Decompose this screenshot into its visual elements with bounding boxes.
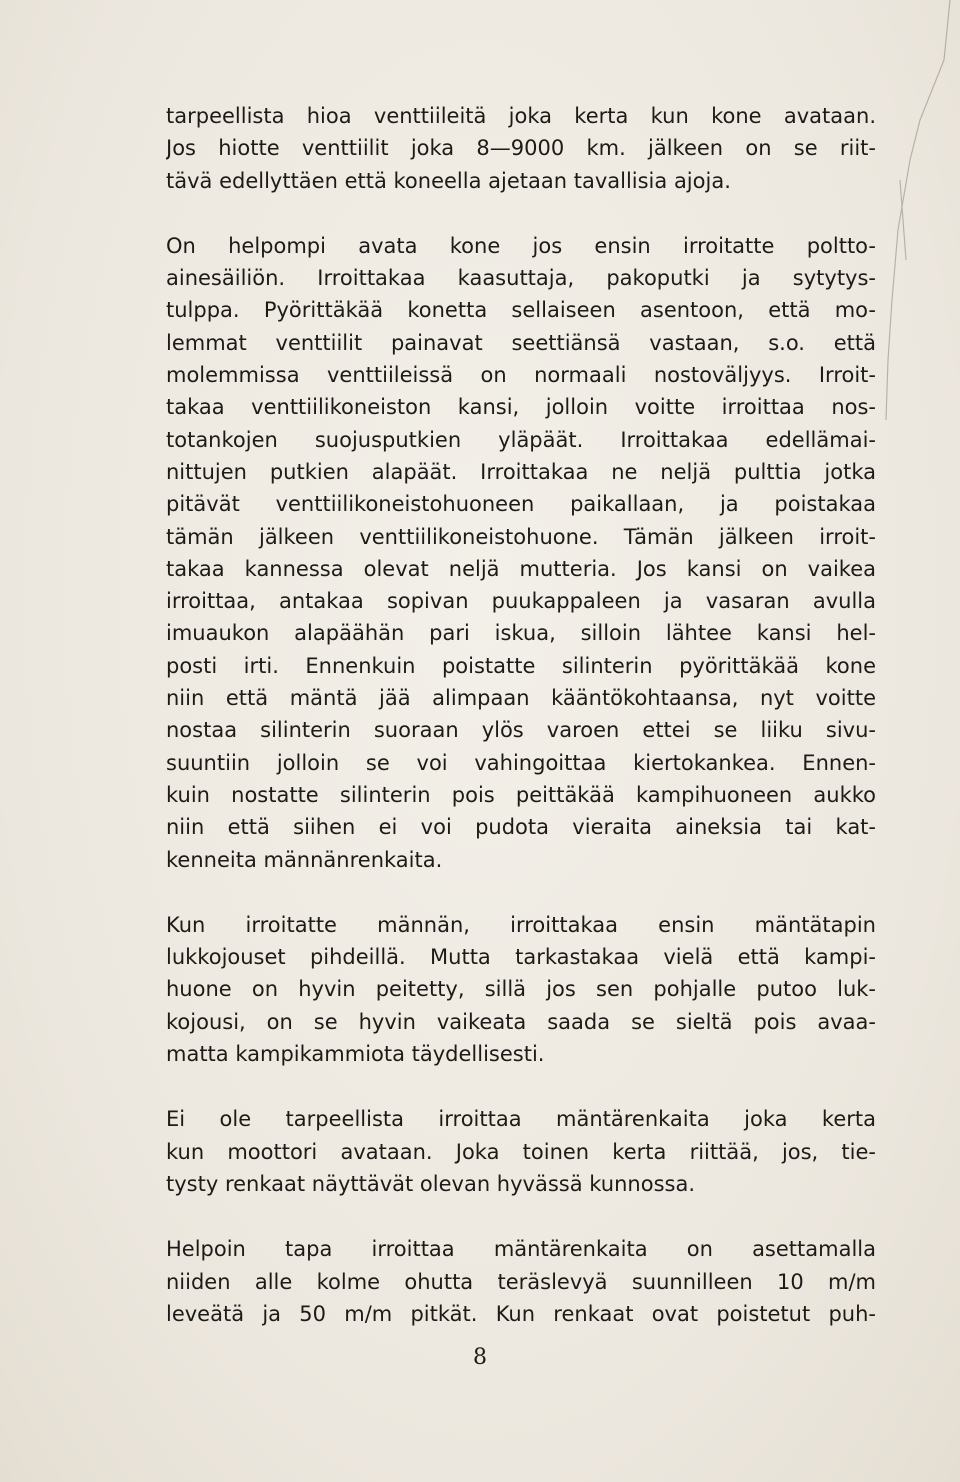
- text-line: pitävät venttiilikoneistohuoneen paikallaan, ja poistakaa: [166, 492, 876, 517]
- text-line: huone on hyvin peitetty, sillä jos sen pohjalle putoo luk-: [166, 977, 876, 1002]
- text-line: molemmissa venttiileissä on normaali nostoväljyys. Irroit-: [166, 363, 876, 388]
- text-line: nittujen putkien alapäät. Irroittakaa ne neljä pulttia jotka: [166, 459, 876, 484]
- paragraph: [166, 100, 876, 197]
- text-line: posti irti. Ennenkuin poistatte silinterin pyörittäkää kone: [166, 653, 876, 678]
- text-line: lemmat venttiilit painavat seettiänsä vastaan, s.o. että: [166, 330, 876, 355]
- paragraph: [166, 1233, 876, 1330]
- text-line: kojousi, on se hyvin vaikeata saada se sieltä pois avaa-: [166, 1009, 876, 1034]
- text-line: irroittaa, antakaa sopivan puukappaleen ja vasaran avulla: [166, 589, 876, 614]
- paragraph-gap: [166, 197, 876, 230]
- paragraph-gap: [166, 876, 876, 909]
- text-line: tämän jälkeen venttiilikoneistohuone. Tämän jälkeen irroit-: [166, 524, 876, 549]
- text-line: kun moottori avataan. Joka toinen kerta riittää, jos, tie-: [166, 1139, 876, 1164]
- text-line: tarpeellista hioa venttiileitä joka kerta kun kone avataan.: [166, 104, 876, 128]
- pencil-margin-mark: [880, 0, 960, 700]
- page-number: 8: [473, 1345, 487, 1370]
- text-line: niin että mäntä jää alimpaan kääntökohtaansa, nyt voitte: [166, 686, 876, 711]
- text-line: lukkojouset pihdeillä. Mutta tarkastakaa vielä että kampi-: [166, 945, 876, 970]
- text-line: Jos hiotte venttiilit joka 8—9000 km. jälkeen on se riit-: [166, 136, 876, 161]
- text-line: takaa kannessa olevat neljä mutteria. Jos kansi on vaikea: [166, 556, 876, 581]
- text-line: tulppa. Pyörittäkää konetta sellaiseen asentoon, että mo-: [166, 298, 876, 323]
- text-line: tysty renkaat näyttävät olevan hyvässä kunnossa.: [166, 1171, 695, 1196]
- paragraph: [166, 230, 876, 876]
- text-line: imuaukon alapäähän pari iskua, silloin lähtee kansi hel-: [166, 621, 876, 646]
- text-line: matta kampikammiota täydellisesti.: [166, 1042, 545, 1067]
- text-line: Ei ole tarpeellista irroittaa mäntärenkaita joka kerta: [166, 1107, 876, 1132]
- body-text: [166, 100, 876, 1330]
- text-line: tävä edellyttäen että koneella ajetaan tavallisia ajoja.: [166, 168, 731, 193]
- text-line: takaa venttiilikoneiston kansi, jolloin voitte irroittaa nos-: [166, 395, 876, 420]
- text-line: leveätä ja 50 m/m pitkät. Kun renkaat ovat poistetut puh-: [166, 1301, 876, 1326]
- text-line: Helpoin tapa irroittaa mäntärenkaita on asettamalla: [166, 1237, 876, 1262]
- text-line: ainesäiliön. Irroittakaa kaasuttaja, pakoputki ja sytytys-: [166, 266, 876, 291]
- paragraph-gap: [166, 1200, 876, 1233]
- paragraph: [166, 1103, 876, 1200]
- text-line: kuin nostatte silinterin pois peittäkää kampihuoneen aukko: [166, 782, 876, 807]
- paragraph: [166, 909, 876, 1070]
- text-line: nostaa silinterin suoraan ylös varoen ettei se liiku sivu-: [166, 718, 876, 743]
- text-line: suuntiin jolloin se voi vahingoittaa kiertokankea. Ennen-: [166, 750, 876, 775]
- paragraph-gap: [166, 1070, 876, 1103]
- text-line: niiden alle kolme ohutta teräslevyä suunnilleen 10 m/m: [166, 1269, 876, 1294]
- text-line: Kun irroitatte männän, irroittakaa ensin mäntätapin: [166, 912, 876, 937]
- text-line: kenneita männänrenkaita.: [166, 847, 443, 872]
- text-line: On helpompi avata kone jos ensin irroitatte poltto-: [166, 233, 876, 258]
- text-line: totankojen suojusputkien yläpäät. Irroittakaa edellämai-: [166, 427, 876, 452]
- text-line: niin että siihen ei voi pudota vieraita aineksia tai kat-: [166, 815, 876, 840]
